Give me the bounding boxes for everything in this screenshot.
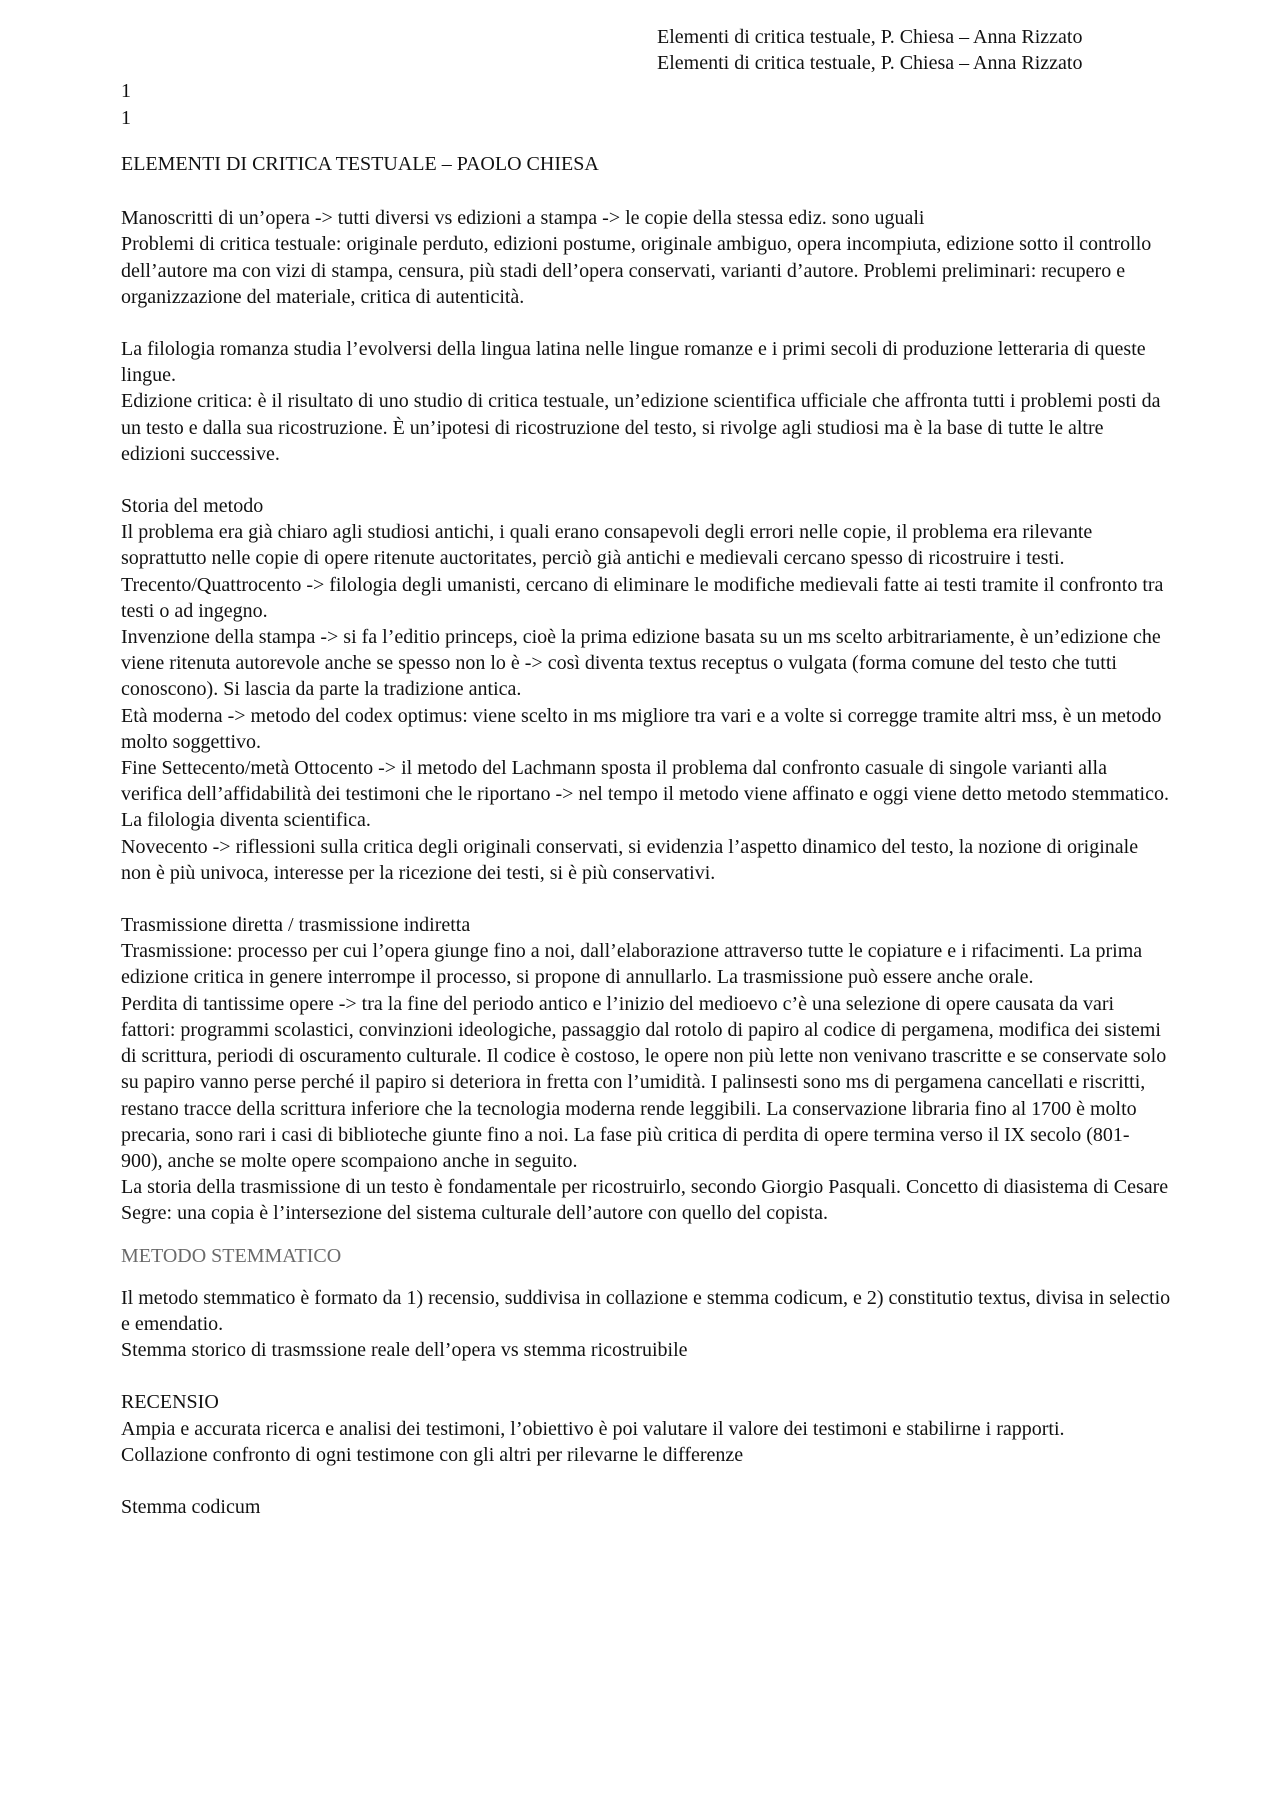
section-heading-metodo-stemmatico: METODO STEMMATICO — [121, 1244, 342, 1267]
paragraph: Età moderna -> metodo del codex optimus: viene scelto in ms migliore tra vari e a volte si corregge tramite altri mss, è un metodo molto soggettivo. — [121, 704, 1162, 753]
paragraph: Il metodo stemmatico è formato da 1) recensio, suddivisa in collazione e stemma codicum, e 2) constitutio textus, divisa in selectio e emendatio. — [121, 1286, 1171, 1335]
page-number: 1 — [121, 80, 131, 102]
paragraph: La storia della trasmissione di un testo è fondamentale per ricostruirlo, secondo Giorgio Pasquali. Concetto di diasistema di Cesare Segre: una copia è l’intersezione del sistema culturale dell’autore con quello del copista. — [121, 1176, 1169, 1225]
section-heading-storia: Storia del metodo — [121, 495, 264, 518]
header-line: Elementi di critica testuale, P. Chiesa – Anna Rizzato — [657, 52, 1083, 74]
document-body — [121, 151, 1171, 1520]
paragraph: Perdita di tantissime opere -> tra la fine del periodo antico e l’inizio del medioevo c’è una selezione di opere causata da vari fattori: programmi scolastici, convinzioni ideologiche, passaggio dal rotolo di papiro al codice di pergamena, modifica dei sistemi di scrittura, periodi di oscuramento culturale. Il codice è costoso, le opere non più lette non venivano trascritte e se conservate solo su papiro vanno perse perché il papiro si deteriora in fretta con l’umidità. I palinsesti sono ms di pergamena cancellati e riscritti, restano tracce della scrittura inferiore che la tecnologia moderna rende leggibili. La conservazione libraria fino al 1700 è molto precaria, sono rari i casi di biblioteche giunte fino a noi. La fase più critica di perdita di opere termina verso il IX secolo (801-900), anche se molte opere scompaiono anche in seguito. — [121, 992, 1167, 1172]
paragraph: Manoscritti di un’opera -> tutti diversi vs edizioni a stampa -> le copie della stessa ediz. sono uguali — [121, 207, 925, 230]
paragraph: Novecento -> riflessioni sulla critica degli originali conservati, si evidenzia l’aspetto dinamico del testo, la nozione di originale non è più univoca, interesse per la ricezione dei testi, si è più conservativi. — [121, 835, 1139, 884]
paragraph: Fine Settecento/metà Ottocento -> il metodo del Lachmann sposta il problema dal confronto casuale di singole varianti alla verifica dell’affidabilità dei testimoni che le riportano -> nel tempo il metodo viene affinato e oggi viene detto metodo stemmatico. La filologia diventa scientifica. — [121, 757, 1169, 832]
paragraph: Ampia e accurata ricerca e analisi dei testimoni, l’obiettivo è poi valutare il valore dei testimoni e stabilirne i rapporti. — [121, 1417, 1065, 1440]
paragraph: Trasmissione: processo per cui l’opera giunge fino a noi, dall’elaborazione attraverso tutte le copiature e i rifacimenti. La prima edizione critica in genere interrompe il processo, si propone di annullarlo. La trasmissione può essere anche orale. — [121, 940, 1143, 989]
paragraph: Il problema era già chiaro agli studiosi antichi, i quali erano consapevoli degli errori nelle copie, il problema era rilevante soprattutto nelle copie di opere ritenute auctoritates, perciò già antichi e medievali cercano spesso di ricostruire i testi. — [121, 521, 1093, 570]
page-number: 1 — [121, 107, 131, 129]
paragraph: Invenzione della stampa -> si fa l’editio princeps, cioè la prima edizione basata su un ms scelto arbitrariamente, è un’edizione che viene ritenuta autorevole anche se spesso non lo è -> così diventa textus receptus o vulgata (forma comune del testo che tutti conoscono). Si lascia da parte la tradizione antica. — [121, 626, 1161, 701]
section-heading-recensio: RECENSIO — [121, 1391, 219, 1414]
paragraph: Problemi di critica testuale: originale perduto, edizioni postume, originale ambiguo, opera incompiuta, edizione sotto il controllo dell’autore ma con vizi di stampa, censura, più stadi dell’opera conservati, varianti d’autore. Problemi preliminari: recupero e organizzazione del materiale, critica di autenticità. — [121, 233, 1152, 308]
paragraph: La filologia romanza studia l’evolversi della lingua latina nelle lingue romanze e i primi secoli di produzione letteraria di queste lingue. — [121, 338, 1146, 387]
section-heading-stemma-codicum: Stemma codicum — [121, 1495, 261, 1518]
header-line: Elementi di critica testuale, P. Chiesa – Anna Rizzato — [657, 26, 1083, 48]
paragraph: Edizione critica: è il risultato di uno studio di critica testuale, un’edizione scientifica ufficiale che affronta tutti i problemi posti da un testo e dalla sua ricostruzione. È un’ipotesi di ricostruzione del testo, si rivolge agli studiosi ma è la base di tutte le altre edizioni successive. — [121, 390, 1161, 465]
paragraph: Collazione confronto di ogni testimone con gli altri per rilevarne le differenze — [121, 1443, 744, 1466]
running-header — [657, 24, 1082, 76]
page-number-block — [121, 78, 131, 132]
document-title: ELEMENTI DI CRITICA TESTUALE – PAOLO CHIESA — [121, 153, 599, 175]
paragraph: Stemma storico di trasmssione reale dell’opera vs stemma ricostruibile — [121, 1339, 688, 1362]
paragraph: Trecento/Quattrocento -> filologia degli umanisti, cercano di eliminare le modifiche medievali fatte ai testi tramite il confronto tra testi o ad ingegno. — [121, 573, 1164, 622]
section-heading-trasmissione: Trasmissione diretta / trasmissione indiretta — [121, 914, 471, 937]
